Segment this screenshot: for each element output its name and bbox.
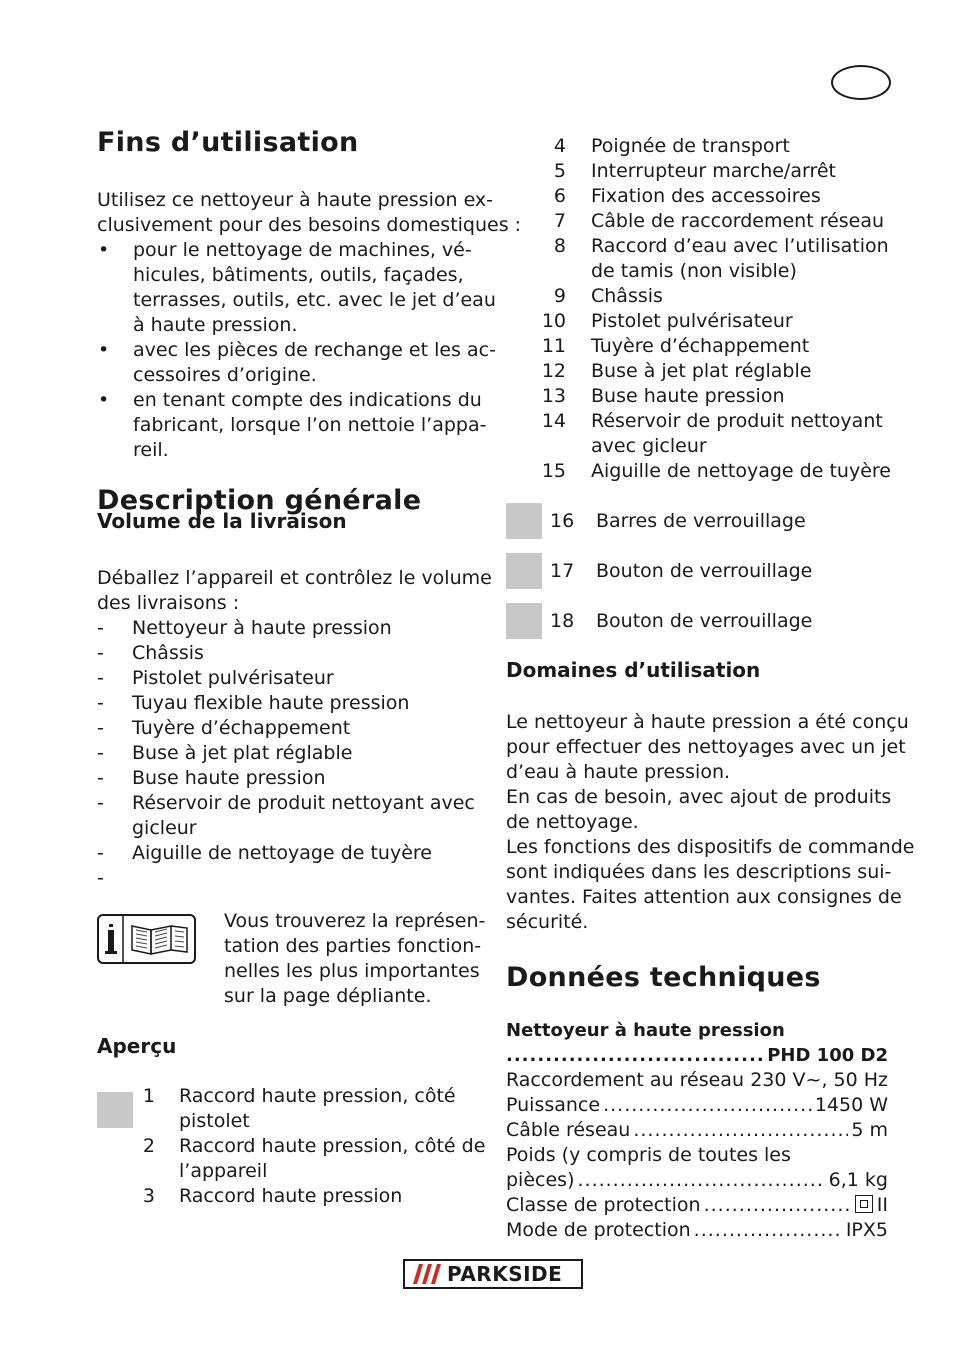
dash-mark: -	[97, 667, 104, 689]
leader-dots	[577, 1168, 825, 1193]
domaines-line: Les fonctions des dispositifs de commande	[506, 836, 915, 858]
part-number: 1	[142, 1085, 155, 1107]
tech-row	[506, 1193, 888, 1218]
volume-intro	[97, 566, 492, 616]
part-label: Buse haute pression	[591, 385, 785, 407]
info-line: nelles les plus importantes	[224, 960, 480, 982]
volume-item-line: Réservoir de produit nettoyant avec	[132, 792, 475, 814]
boxed-parts-list	[506, 503, 891, 639]
dash-mark: -	[97, 867, 104, 889]
leader-dots	[694, 1218, 843, 1243]
tech-weight-line: Poids (y compris de toutes les	[506, 1144, 791, 1166]
part-number: 4	[553, 135, 566, 157]
tech-label: Classe de protection	[506, 1194, 701, 1216]
fins-intro-line: clusivement pour des besoins domestiques :	[97, 214, 522, 236]
volume-item-line: Tuyère d’échappement	[132, 717, 351, 739]
part-number: 18	[550, 609, 575, 632]
domaines-line: pour effectuer des nettoyages avec un jet	[506, 736, 906, 758]
volume-item	[97, 866, 482, 891]
part-item	[532, 359, 892, 384]
tech-value: 230 V~, 50 Hz	[750, 1069, 888, 1091]
part-number: 7	[553, 210, 566, 232]
part-number: 3	[142, 1185, 155, 1207]
part-number: 6	[553, 185, 566, 207]
volume-item	[97, 666, 482, 691]
part-item	[532, 159, 892, 184]
part-item	[532, 334, 892, 359]
part-label: Interrupteur marche/arrêt	[591, 160, 836, 182]
fins-bullet	[97, 338, 496, 388]
bullet-line: pour le nettoyage de machines, vé-	[133, 239, 472, 261]
part-label: avec gicleur	[591, 435, 707, 457]
apercu-item	[97, 1134, 486, 1184]
fins-bullet	[97, 388, 487, 463]
part-label: Buse à jet plat réglable	[591, 360, 812, 382]
boxed-part-item	[506, 503, 891, 539]
tech-row	[506, 1218, 888, 1243]
apercu-item	[97, 1084, 482, 1134]
gray-marker-box	[506, 503, 542, 539]
tech-value: 6,1 kg	[828, 1169, 888, 1191]
dash-mark: -	[97, 692, 104, 714]
gray-marker-box	[506, 603, 542, 639]
volume-item-line: Châssis	[132, 642, 204, 664]
part-label: Barres de verrouillage	[596, 509, 806, 532]
part-label: Poignée de transport	[591, 135, 790, 157]
tech-label: Câble réseau	[506, 1119, 631, 1141]
leader-dots	[704, 1193, 852, 1218]
volume-title: Volume de la livraison	[97, 509, 347, 533]
dash-mark: -	[97, 742, 104, 764]
bullet-icon: •	[98, 339, 110, 361]
part-label: de tamis (non visible)	[591, 260, 797, 282]
fins-bullet-list	[97, 238, 496, 463]
dash-mark: -	[97, 717, 104, 739]
bullet-line: terrasses, outils, etc. avec le jet d’eau	[133, 289, 496, 311]
part-label: Câble de raccordement réseau	[591, 210, 885, 232]
tech-model: PHD 100 D2	[767, 1045, 888, 1066]
domaines-line: vantes. Faites attention aux consignes de	[506, 886, 902, 908]
fins-title: Fins d’utilisation	[97, 127, 359, 158]
part-label: Raccord haute pression	[179, 1185, 403, 1207]
bullet-line: fabricant, lorsque l’on nettoie l’appa-	[133, 414, 487, 436]
tech-value: II	[876, 1194, 888, 1216]
volume-intro-line: des livraisons :	[97, 592, 240, 614]
part-number: 16	[550, 509, 575, 532]
part-number: 8	[553, 235, 566, 257]
part-label: Raccord d’eau avec l’utilisation	[591, 235, 889, 257]
bullet-icon: •	[98, 239, 110, 261]
dash-mark: -	[97, 767, 104, 789]
part-item	[532, 284, 892, 309]
part-number: 2	[142, 1135, 155, 1157]
tech-value: 1450 W	[814, 1094, 888, 1116]
tech-value: IPX5	[845, 1219, 888, 1241]
part-number: 12	[541, 360, 566, 382]
part-item	[532, 209, 892, 234]
brand-name: PARKSIDE	[447, 1262, 563, 1286]
domaines-line: sécurité.	[506, 911, 589, 933]
tech-row	[506, 1068, 888, 1093]
tech-value: 5 m	[851, 1119, 888, 1141]
info-book-icon	[97, 914, 196, 964]
volume-item	[97, 641, 482, 666]
protection-class-icon	[855, 1195, 873, 1213]
dash-mark: -	[97, 642, 104, 664]
part-item	[532, 184, 892, 209]
part-label: Aiguille de nettoyage de tuyère	[591, 460, 891, 482]
part-label: Châssis	[591, 285, 663, 307]
bullet-line: reil.	[133, 439, 169, 461]
bullet-line: cessoires d’origine.	[133, 364, 317, 386]
volume-item	[97, 616, 482, 641]
part-label: Tuyère d’échappement	[591, 335, 810, 357]
tech-data	[506, 1018, 888, 1243]
tech-value-group	[855, 1193, 888, 1218]
volume-item	[97, 691, 482, 716]
tech-model-row	[506, 1043, 888, 1068]
volume-item-line: Nettoyeur à haute pression	[132, 617, 392, 639]
tech-row	[506, 1093, 888, 1118]
parts-list	[532, 134, 892, 484]
parkside-logo	[403, 1259, 583, 1289]
volume-item	[97, 741, 482, 766]
tech-label: Puissance	[506, 1094, 601, 1116]
domaines-text	[506, 710, 915, 935]
info-text	[224, 909, 485, 1009]
domaines-line: de nettoyage.	[506, 811, 639, 833]
fins-intro-line: Utilisez ce nettoyeur à haute pression ex-	[97, 189, 494, 211]
volume-item-line: Buse à jet plat réglable	[132, 742, 353, 764]
right-text-column	[506, 658, 915, 1243]
part-number: 13	[541, 385, 566, 407]
part-label: pistolet	[179, 1110, 250, 1132]
dash-mark: -	[97, 792, 104, 814]
part-number: 9	[553, 285, 566, 307]
apercu-list	[97, 1084, 486, 1209]
bullet-icon: •	[98, 389, 110, 411]
bullet-line: avec les pièces de rechange et les ac-	[133, 339, 496, 361]
domaines-line: En cas de besoin, avec ajout de produits	[506, 786, 892, 808]
part-item	[532, 459, 892, 484]
volume-item	[97, 841, 482, 866]
volume-item-line: Tuyau flexible haute pression	[132, 692, 410, 714]
domaines-line: d’eau à haute pression.	[506, 761, 731, 783]
bullet-line: en tenant compte des indications du	[133, 389, 482, 411]
part-label: Fixation des accessoires	[591, 185, 821, 207]
leader-dots	[506, 1043, 763, 1068]
volume-item-line: Buse haute pression	[132, 767, 326, 789]
tech-label: pièces)	[506, 1169, 575, 1191]
fins-intro	[97, 188, 522, 238]
parkside-stripes-icon	[409, 1262, 445, 1286]
info-line: tation des parties fonction-	[224, 935, 482, 957]
tech-row	[506, 1118, 888, 1143]
part-item	[532, 309, 892, 334]
apercu-title: Aperçu	[97, 1034, 177, 1058]
apercu-item	[97, 1184, 482, 1209]
part-label: l’appareil	[179, 1160, 268, 1182]
info-line: Vous trouverez la représen-	[224, 910, 486, 932]
gray-marker-box	[506, 553, 542, 589]
part-label: Raccord haute pression, côté de	[179, 1135, 486, 1157]
part-item	[532, 384, 892, 409]
info-line: sur la page dépliante.	[224, 985, 432, 1007]
part-label: Bouton de verrouillage	[596, 559, 813, 582]
volume-intro-line: Déballez l’appareil et contrôlez le volume	[97, 567, 492, 589]
part-number: 10	[541, 310, 566, 332]
volume-item	[97, 716, 482, 741]
part-label: Réservoir de produit nettoyant	[591, 410, 883, 432]
fins-bullet	[97, 238, 496, 338]
bullet-line: à haute pression.	[133, 314, 298, 336]
tech-row	[506, 1168, 888, 1193]
part-item	[532, 134, 892, 159]
tech-label: Mode de protection	[506, 1219, 691, 1241]
leader-dots	[633, 1118, 848, 1143]
part-item	[532, 409, 892, 459]
gray-marker-box	[97, 1092, 133, 1128]
dash-mark: -	[97, 842, 104, 864]
volume-item-line: Aiguille de nettoyage de tuyère	[132, 842, 432, 864]
part-label: Bouton de verrouillage	[596, 609, 813, 632]
boxed-part-item	[506, 603, 891, 639]
volume-item-line: Pistolet pulvérisateur	[132, 667, 334, 689]
domaines-line: sont indiquées dans les descriptions sui-	[506, 861, 892, 883]
volume-item	[97, 766, 482, 791]
boxed-part-item	[506, 553, 891, 589]
volume-list	[97, 616, 482, 891]
domaines-title: Domaines d’utilisation	[506, 658, 761, 682]
volume-item-line: gicleur	[132, 817, 197, 839]
part-number: 17	[550, 559, 575, 582]
language-oval-marker	[831, 65, 891, 100]
tech-product: Nettoyeur à haute pression	[506, 1020, 785, 1041]
bullet-line: hicules, bâtiments, outils, façades,	[133, 264, 464, 286]
part-number: 15	[541, 460, 566, 482]
volume-item	[97, 791, 482, 841]
part-label: Raccord haute pression, côté	[179, 1085, 456, 1107]
leader-dots	[603, 1093, 812, 1118]
part-number: 14	[541, 410, 566, 432]
part-number: 5	[553, 160, 566, 182]
left-column	[97, 127, 522, 891]
description-title: Description générale	[97, 485, 422, 516]
part-number: 11	[541, 335, 566, 357]
tech-title: Données techniques	[506, 962, 821, 993]
part-label: Pistolet pulvérisateur	[591, 310, 793, 332]
part-item	[532, 234, 892, 284]
dash-mark: -	[97, 617, 104, 639]
domaines-line: Le nettoyeur à haute pression a été conçu	[506, 711, 909, 733]
tech-label: Raccordement au réseau	[506, 1069, 744, 1091]
